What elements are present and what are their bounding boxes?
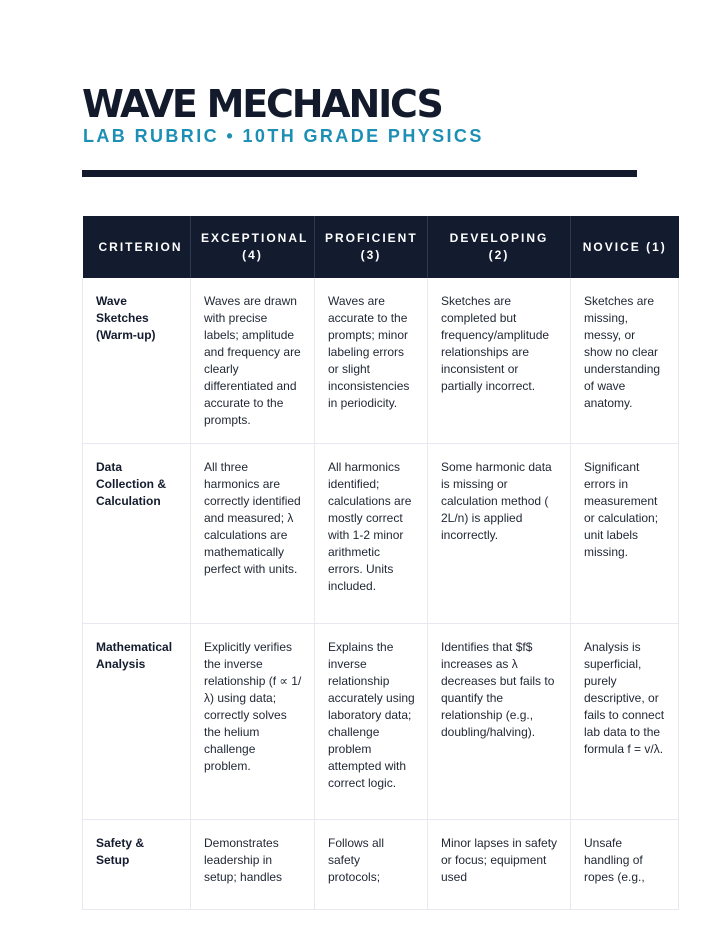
column-header-criterion: CRITERION xyxy=(83,216,191,278)
proficient-cell: All harmonics identified; calculations are mostly correct with 1-2 minor arithmetic errors. Units included. xyxy=(315,444,428,624)
criterion-cell: Mathematical Analysis xyxy=(83,624,191,820)
criterion-cell: Wave Sketches (Warm-up) xyxy=(83,278,191,444)
developing-cell: Identifies that $f$ increases as λ decreases but fails to quantify the relationship (e.g., doubling/halving). xyxy=(428,624,571,820)
column-header-developing: DEVELOPING (2) xyxy=(428,216,571,278)
developing-cell: Sketches are completed but frequency/amplitude relationships are inconsistent or partially incorrect. xyxy=(428,278,571,444)
exceptional-cell: Waves are drawn with precise labels; amplitude and frequency are clearly differentiated and accurate to the prompts. xyxy=(191,278,315,444)
column-header-proficient: PROFICIENT (3) xyxy=(315,216,428,278)
proficient-cell: Waves are accurate to the prompts; minor labeling errors or slight inconsistencies in periodicity. xyxy=(315,278,428,444)
column-header-exceptional: EXCEPTIONAL (4) xyxy=(191,216,315,278)
criterion-cell: Safety & Setup xyxy=(83,820,191,910)
exceptional-cell: Explicitly verifies the inverse relationship (f ∝ 1/λ) using data; correctly solves the helium challenge problem. xyxy=(191,624,315,820)
developing-cell: Minor lapses in safety or focus; equipment used xyxy=(428,820,571,910)
page-subtitle: LAB RUBRIC • 10TH GRADE PHYSICS xyxy=(83,126,484,146)
criterion-cell: Data Collection & Calculation xyxy=(83,444,191,624)
column-header-novice: NOVICE (1) xyxy=(571,216,679,278)
table-header-row xyxy=(83,216,679,278)
table-row xyxy=(83,278,679,444)
table-row xyxy=(83,444,679,624)
exceptional-cell: All three harmonics are correctly identified and measured; λ calculations are mathematically perfect with units. xyxy=(191,444,315,624)
novice-cell: Sketches are missing, messy, or show no clear understanding of wave anatomy. xyxy=(571,278,679,444)
rubric-table xyxy=(82,216,679,910)
novice-cell: Unsafe handling of ropes (e.g., xyxy=(571,820,679,910)
title-divider xyxy=(82,170,637,177)
page-title: WAVE MECHANICS xyxy=(82,82,442,126)
novice-cell: Analysis is superficial, purely descriptive, or fails to connect lab data to the formula f = v/λ. xyxy=(571,624,679,820)
novice-cell: Significant errors in measurement or calculation; unit labels missing. xyxy=(571,444,679,624)
table-row xyxy=(83,820,679,910)
table-row xyxy=(83,624,679,820)
proficient-cell: Follows all safety protocols; xyxy=(315,820,428,910)
exceptional-cell: Demonstrates leadership in setup; handles xyxy=(191,820,315,910)
proficient-cell: Explains the inverse relationship accurately using laboratory data; challenge problem attempted with correct logic. xyxy=(315,624,428,820)
developing-cell: Some harmonic data is missing or calculation method ( 2L/n) is applied incorrectly. xyxy=(428,444,571,624)
